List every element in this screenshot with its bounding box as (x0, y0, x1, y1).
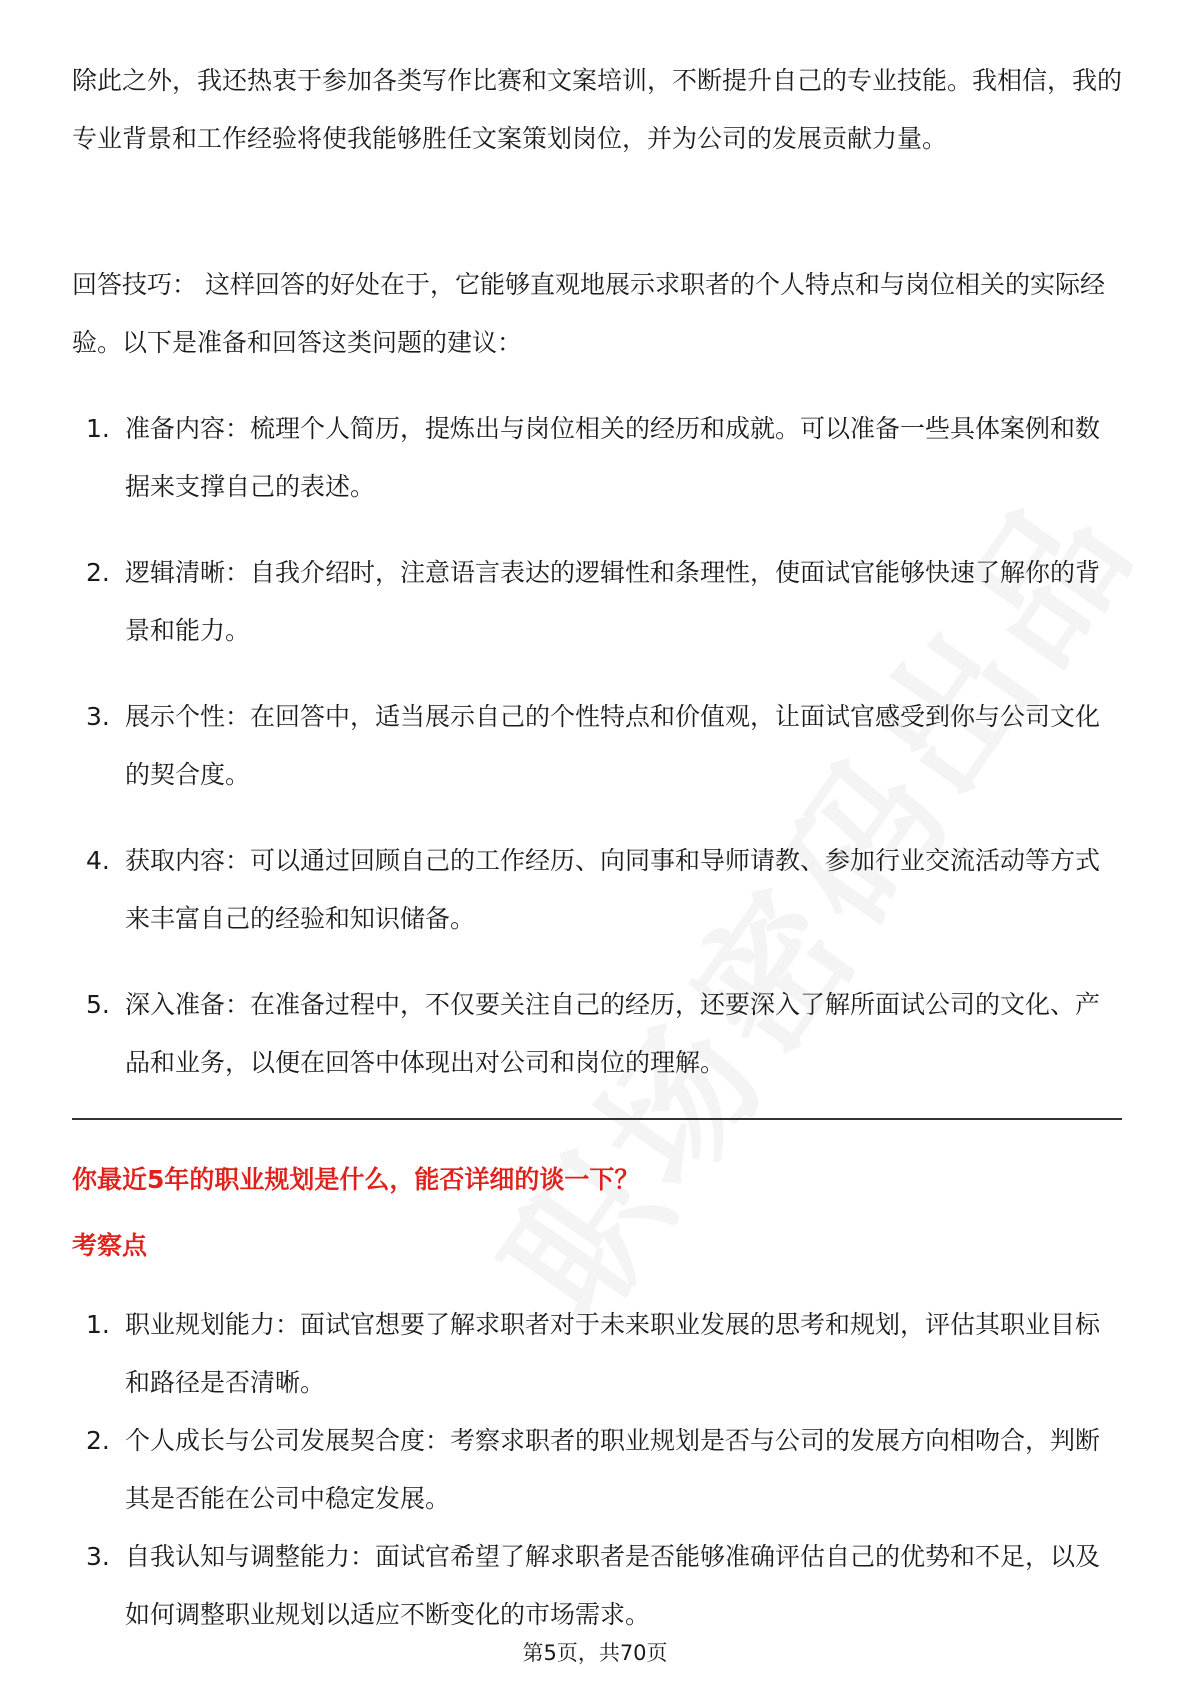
list-item (72, 976, 1122, 1092)
list-item (72, 544, 1122, 660)
list-text: 准备内容：梳理个人简历，提炼出与岗位相关的经历和成就。可以准备一些具体案例和数据来支撑自己的表述。 (125, 414, 1101, 501)
page-footer: 第5页，共70页 (522, 1641, 668, 1665)
subheading: 考察点 (72, 1231, 148, 1260)
list-text: 自我认知与调整能力：面试官希望了解求职者是否能够准确评估自己的优势和不足，以及如何调整职业规划以适应不断变化的市场需求。 (125, 1542, 1101, 1629)
list-number: 4. (86, 846, 110, 875)
list-item (72, 688, 1122, 804)
list-item (72, 400, 1122, 516)
list-item (72, 832, 1122, 948)
list-text: 深入准备：在准备过程中，不仅要关注自己的经历，还要深入了解所面试公司的文化、产品和业务，以便在回答中体现出对公司和岗位的理解。 (125, 990, 1101, 1077)
list-item (72, 1528, 1122, 1644)
list-text: 展示个性：在回答中，适当展示自己的个性特点和价值观，让面试官感受到你与公司文化的契合度。 (125, 702, 1101, 789)
list-text: 获取内容：可以通过回顾自己的工作经历、向同事和导师请教、参加行业交流活动等方式来丰富自己的经验和知识储备。 (125, 846, 1101, 933)
list-number: 2. (86, 558, 110, 587)
list-number: 3. (86, 702, 110, 731)
intro-paragraph-2: 回答技巧： 这样回答的好处在于，它能够直观地展示求职者的个人特点和与岗位相关的实际经验。以下是准备和回答这类问题的建议： (72, 270, 1105, 357)
list-text: 职业规划能力：面试官想要了解求职者对于未来职业发展的思考和规划，评估其职业目标和路径是否清晰。 (125, 1310, 1101, 1397)
list-text: 逻辑清晰：自我介绍时，注意语言表达的逻辑性和条理性，使面试官能够快速了解你的背景和能力。 (125, 558, 1101, 645)
list-number: 1. (86, 1310, 110, 1339)
points-list (72, 1296, 1122, 1644)
section-divider (72, 1118, 1122, 1120)
tips-list (72, 400, 1122, 1120)
question-heading: 你最近5年的职业规划是什么，能否详细的谈一下？ (72, 1165, 640, 1194)
list-item (72, 1412, 1122, 1528)
list-number: 3. (86, 1542, 110, 1571)
intro-paragraph-1: 除此之外，我还热衷于参加各类写作比赛和文案培训，不断提升自己的专业技能。我相信，我的专业背景和工作经验将使我能够胜任文案策划岗位，并为公司的发展贡献力量。 (72, 66, 1123, 153)
list-item (72, 1296, 1122, 1412)
list-number: 1. (86, 414, 110, 443)
list-text: 个人成长与公司发展契合度：考察求职者的职业规划是否与公司的发展方向相吻合，判断其是否能在公司中稳定发展。 (125, 1426, 1101, 1513)
list-number: 2. (86, 1426, 110, 1455)
list-number: 5. (86, 990, 110, 1019)
